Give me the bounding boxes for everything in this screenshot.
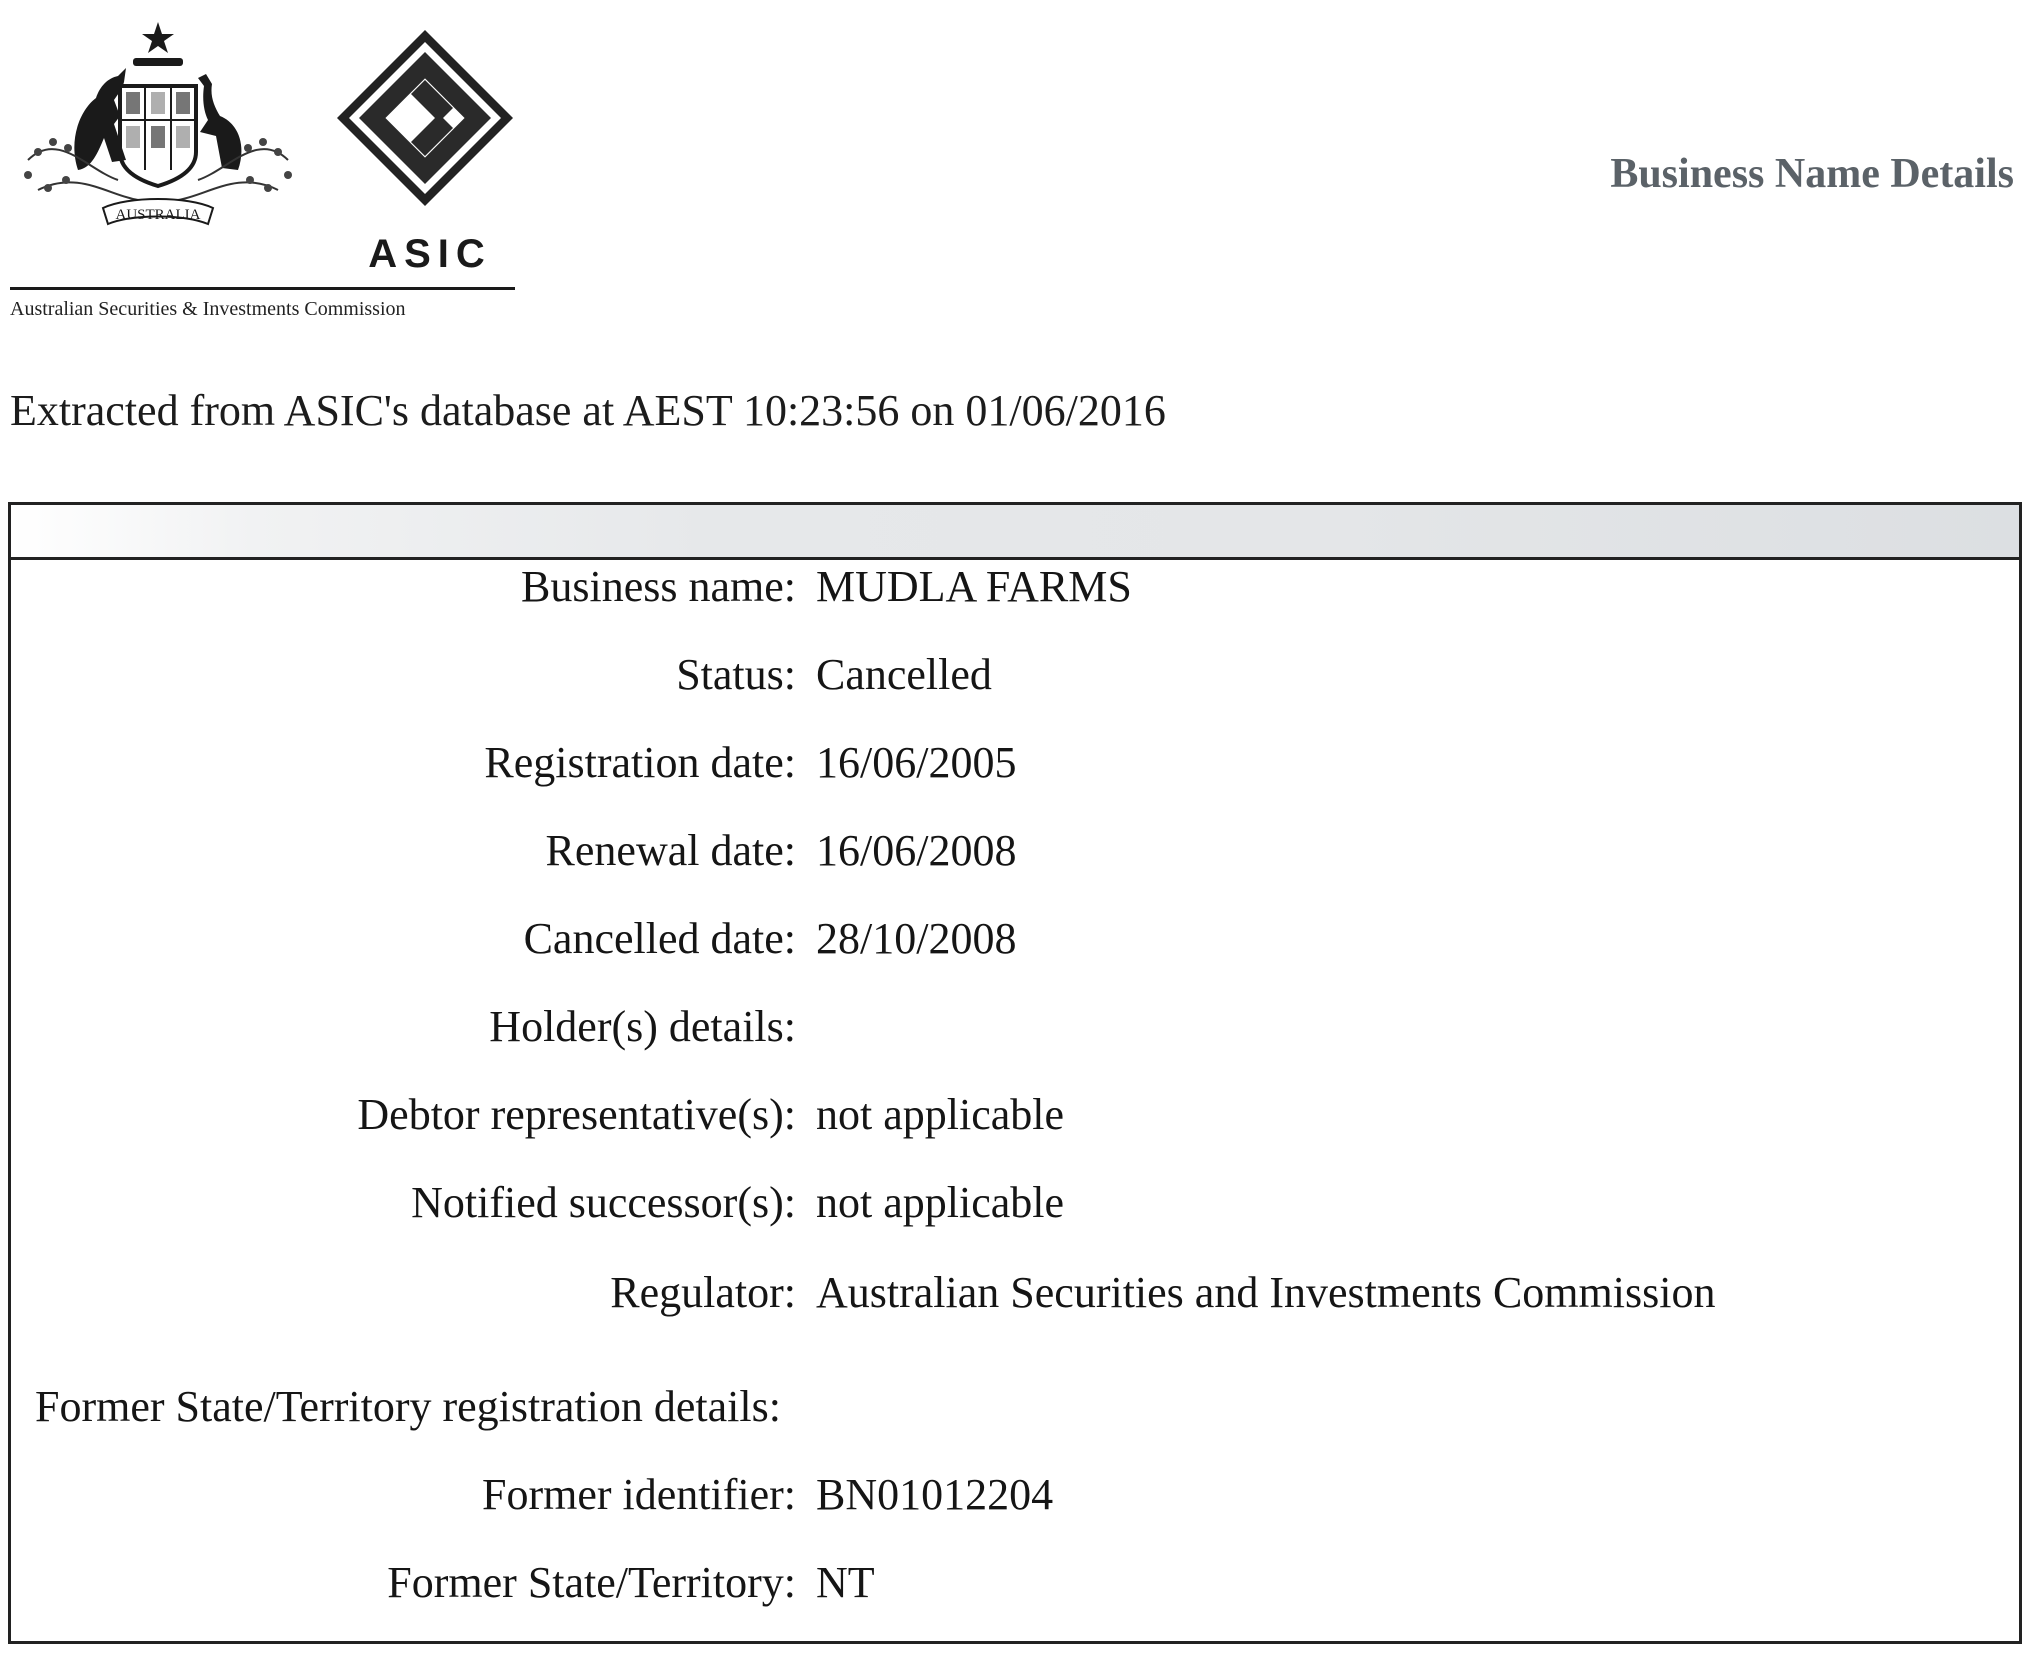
row-cancelled-date	[11, 909, 2019, 969]
holders-label: Holder(s) details:	[489, 1002, 796, 1051]
status-value: Cancelled	[816, 650, 992, 699]
row-holders	[11, 997, 2019, 1057]
asic-logo-icon	[335, 28, 515, 208]
registration-date-value: 16/06/2005	[816, 738, 1017, 787]
business-details-panel	[8, 502, 2022, 1644]
cancelled-date-value: 28/10/2008	[816, 914, 1017, 963]
renewal-date-value: 16/06/2008	[816, 826, 1017, 875]
notified-successors-label: Notified successor(s):	[411, 1178, 796, 1227]
status-label: Status:	[676, 650, 796, 699]
panel-header-bar	[11, 505, 2019, 560]
former-identifier-label: Former identifier:	[481, 1470, 796, 1519]
crest-scroll-text: AUSTRALIA	[115, 207, 201, 223]
australian-coat-of-arms-icon	[8, 20, 308, 235]
asic-logo-text: ASIC	[368, 232, 492, 276]
cancelled-date-label: Cancelled date:	[523, 914, 796, 963]
logo-divider	[10, 287, 515, 290]
regulator-label: Regulator:	[610, 1268, 796, 1317]
regulator-value: Australian Securities and Investments Commission	[816, 1268, 1716, 1317]
debtor-representatives-value: not applicable	[816, 1090, 1065, 1139]
former-registration-heading: Former State/Territory registration details:	[35, 1382, 781, 1431]
row-renewal-date	[11, 821, 2019, 881]
row-registration-date	[11, 733, 2019, 793]
registration-date-label: Registration date:	[484, 738, 796, 787]
row-regulator	[11, 1263, 2019, 1323]
renewal-date-label: Renewal date:	[545, 826, 796, 875]
business-name-label: Business name:	[521, 562, 796, 611]
row-notified-successors	[11, 1173, 2019, 1233]
former-state-value: NT	[816, 1558, 875, 1607]
row-debtor-representatives	[11, 1085, 2019, 1145]
debtor-representatives-label: Debtor representative(s):	[357, 1090, 796, 1139]
row-business-name	[11, 557, 2019, 617]
row-former-state	[11, 1553, 2019, 1613]
document-title: Business Name Details	[1610, 151, 2014, 197]
former-identifier-value: BN01012204	[816, 1470, 1054, 1519]
extract-timestamp: Extracted from ASIC's database at AEST 10:23:56 on 01/06/2016	[10, 386, 1166, 435]
row-status	[11, 645, 2019, 705]
business-name-value: MUDLA FARMS	[816, 562, 1132, 611]
row-former-identifier	[11, 1465, 2019, 1525]
notified-successors-value: not applicable	[816, 1178, 1065, 1227]
organisation-name: Australian Securities & Investments Commission	[10, 298, 406, 320]
former-state-label: Former State/Territory:	[387, 1558, 796, 1607]
